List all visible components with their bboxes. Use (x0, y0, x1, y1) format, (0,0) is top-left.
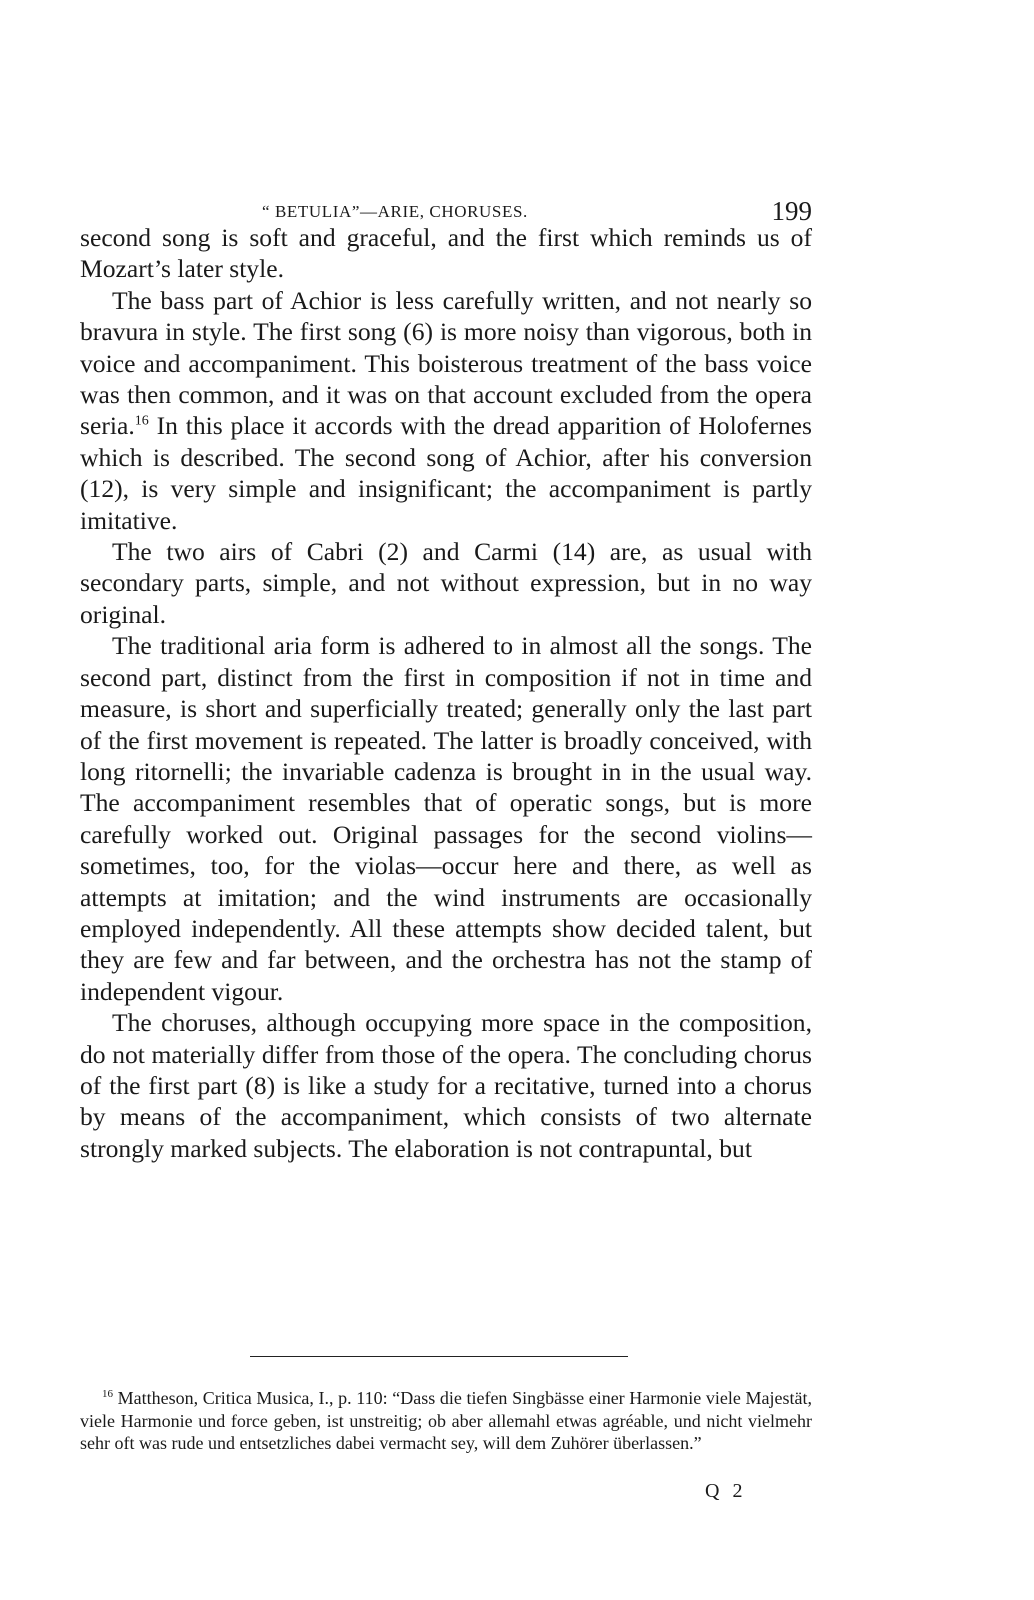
paragraph-5-text: The choruses, although occupying more space in the composition, do not materially differ from those of the opera. The concluding chorus of the first part (8) is like a study for a recitative, turned into a chorus by means of the accompaniment, which consists of two alternate strongly marked subjects. The elaboration is not contrapuntal, but (80, 1008, 812, 1163)
body-text (80, 222, 812, 1164)
book-page (80, 0, 812, 1600)
paragraph-3-text: The two airs of Cabri (2) and Carmi (14) are, as usual with secondary parts, simple, and not without expression, but in no way original. (80, 537, 812, 629)
paragraph-2-text: The bass part of Achior is less carefully written, and not nearly so bravura in style. The first song (6) is more noisy than vigorous, both in voice and accompaniment. This boisterous treatment of the bass voice was then common, and it was on that account excluded from the opera seria. (80, 285, 812, 441)
signature-mark: Q 2 (705, 1480, 747, 1502)
paragraph-5 (80, 1007, 812, 1164)
footnote-divider (250, 1356, 628, 1357)
running-title: “ BETULIA”—ARIE, CHORUSES. (262, 202, 528, 221)
paragraph-3 (80, 536, 812, 630)
page-number: 199 (771, 196, 812, 226)
paragraph-2-continuation: In this place it accords with the dread apparition of Holofernes which is described. The second song of Achior, after his conversion (12), is very simple and insignificant; the accompaniment is partly imitative. (80, 411, 812, 535)
paragraph-2 (80, 285, 812, 536)
footnote-marker: 16 (102, 1388, 113, 1400)
footnote (80, 1383, 812, 1455)
paragraph-4-text: The traditional aria form is adhered to in almost all the songs. The second part, distinct from the first in composition if not in time and measure, is short and superficially treated; generally only the last part of the first movement is repeated. The latter is broadly conceived, with long ritornelli; the invariable cadenza is brought in in the usual way. The accompaniment resembles that of operatic songs, but is more carefully worked out. Original passages for the second violins—sometimes, too, for the violas—occur here and there, as well as attempts at imitation; and the wind instruments are occasionally employed independently. All these attempts show decided talent, but they are few and far between, and the orchestra has not the stamp of independent vigour. (80, 631, 812, 1006)
footnote-text: Mattheson, Critica Musica, I., p. 110: “Dass die tiefen Singbässe einer Harmonie viele Majestät, viele Harmonie und force geben, ist unstreitig; ob aber allemahl etwas agréable, und nicht vielmehr sehr oft was rude und entsetzliches dabei vermacht sey, will dem Zuhörer überlassen.” (80, 1388, 813, 1453)
paragraph-1 (80, 222, 812, 285)
footnote-reference: 16 (134, 413, 149, 429)
paragraph-1-text: second song is soft and graceful, and the first which reminds us of Mozart’s later style. (80, 223, 812, 284)
paragraph-4 (80, 630, 812, 1007)
